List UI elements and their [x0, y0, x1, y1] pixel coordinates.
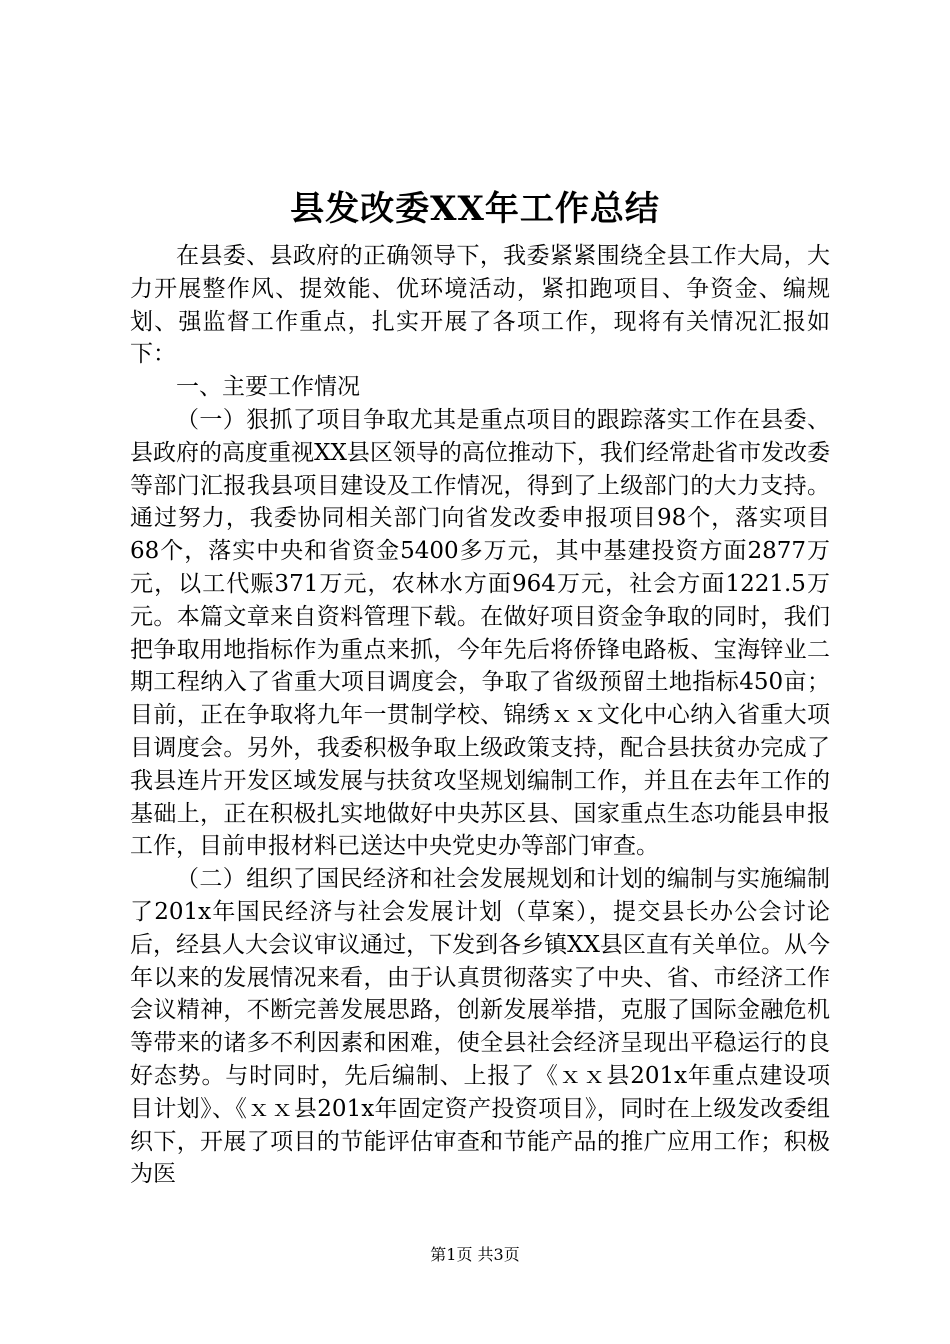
paragraph-item-2: （二）组织了国民经济和社会发展规划和计划的编制与实施编制了201x年国民经济与社会发展计划（草案），提交县长办公会讨论后，经县人大会议审议通过，下发到各乡镇XX县区直有关单位。从今年以来的发展情况来看，由于认真贯彻落实了中央、省、市经济工作会议精神，不断完善发展思路，创新发展举措，克服了国际金融危机等带来的诸多不利因素和困难，使全县社会经济呈现出平稳运行的良好态势。与时同时，先后编制、上报了《ｘｘ县201x年重点建设项目计划》、《ｘｘ县201x年固定资产投资项目》，同时在上级发改委组织下，开展了项目的节能评估审查和节能产品的推广应用工作；积极为医 [130, 866, 830, 1188]
document-body [130, 240, 830, 1191]
page-number-footer: 第1页 共3页 [430, 1245, 520, 1264]
document-title: 县发改委XX年工作总结 [290, 189, 660, 229]
paragraph-item-1: （一）狠抓了项目争取尤其是重点项目的跟踪落实工作在县委、县政府的高度重视XX县区领导的高位推动下，我们经常赴省市发改委等部门汇报我县项目建设及工作情况，得到了上级部门的大力支持。通过努力，我委协同相关部门向省发改委申报项目98个，落实项目68个，落实中央和省资金5400多万元，其中基建投资方面2877万元，以工代赈371万元，农林水方面964万元，社会方面1221.5万元。本篇文章来自资料管理下载。在做好项目资金争取的同时，我们把争取用地指标作为重点来抓，今年先后将侨锋电路板、宝海锌业二期工程纳入了省重大项目调度会，争取了省级预留土地指标450亩；目前，正在争取将九年一贯制学校、锦绣ｘｘ文化中心纳入省重大项目调度会。另外，我委积极争取上级政策支持，配合县扶贫办完成了我县连片开发区域发展与扶贫攻坚规划编制工作，并且在去年工作的基础上，正在积极扎实地做好中央苏区县、国家重点生态功能县申报工作，目前申报材料已送达中央党史办等部门审查。 [130, 406, 830, 860]
section-heading: 一、主要工作情况 [176, 374, 360, 401]
paragraph-intro: 在县委、县政府的正确领导下，我委紧紧围绕全县工作大局，大力开展整作风、提效能、优环境活动，紧扣跑项目、争资金、编规划、强监督工作重点，扎实开展了各项工作，现将有关情况汇报如下： [130, 243, 830, 368]
